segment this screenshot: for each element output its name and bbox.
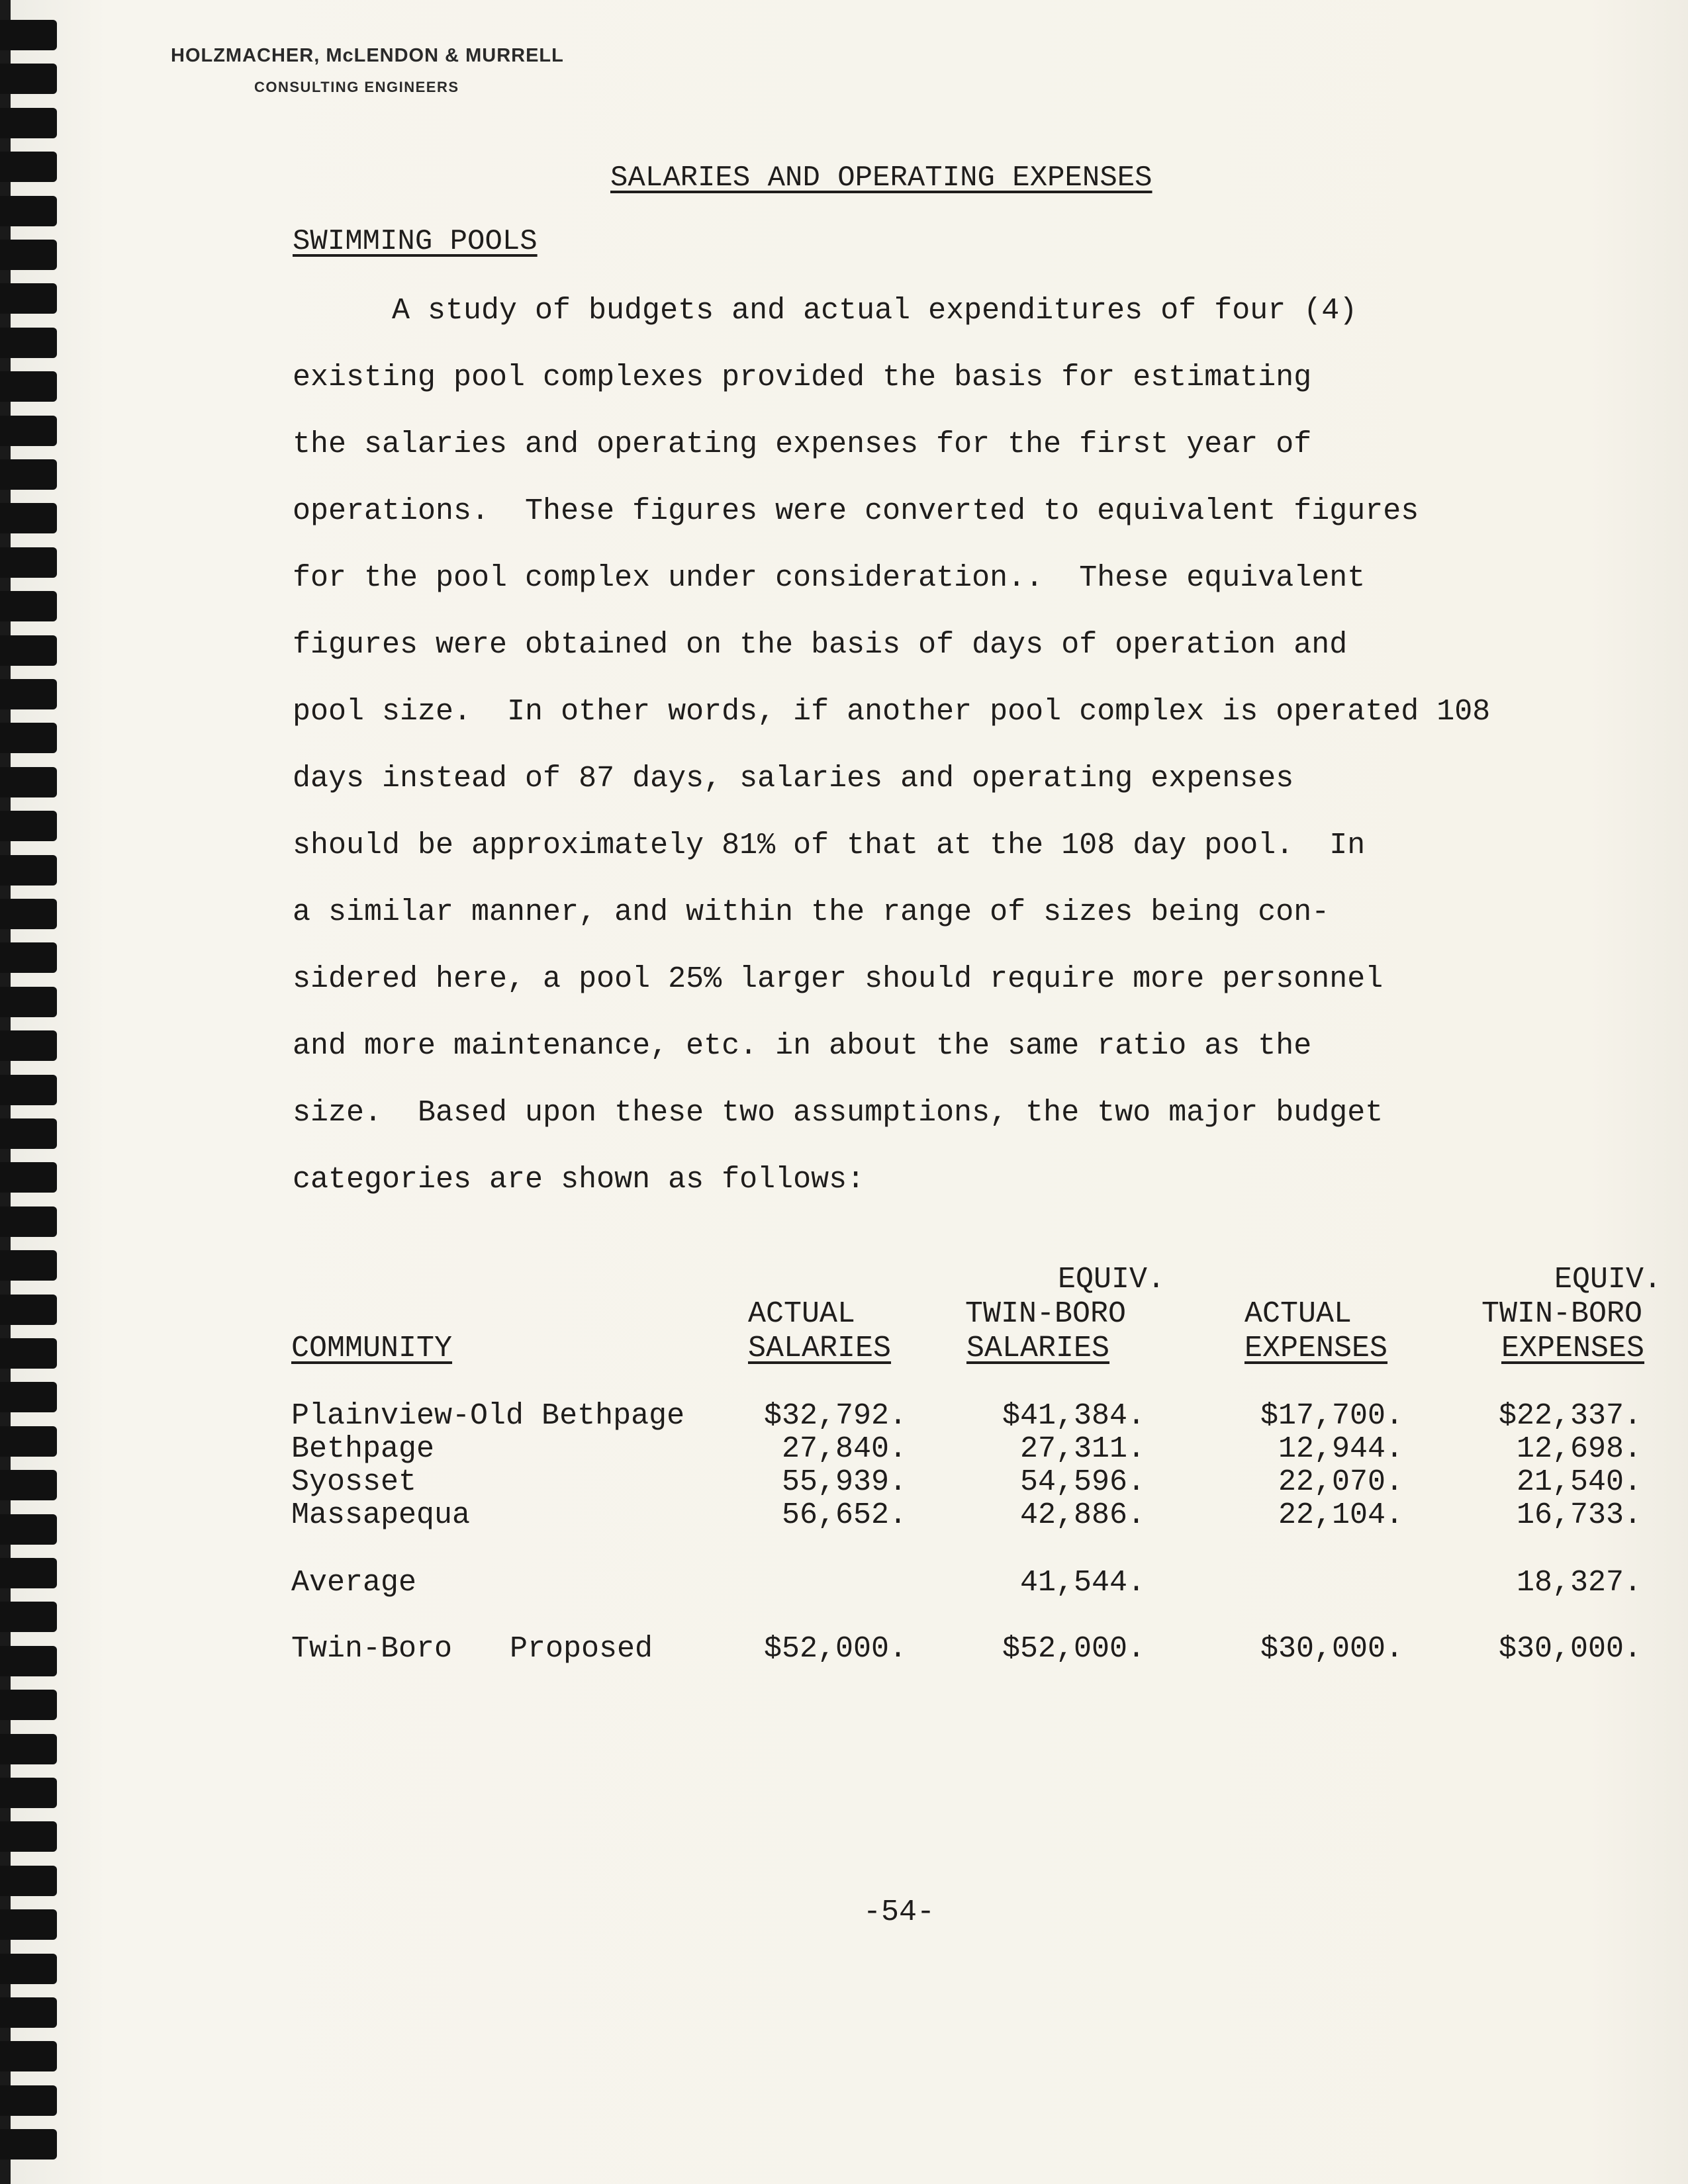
- binding-slot: [0, 328, 57, 358]
- binding-slot: [0, 1382, 57, 1412]
- binding-slot: [0, 1470, 57, 1500]
- binding-slot: [0, 987, 57, 1017]
- paragraph-line: days instead of 87 days, salaries and operating expenses: [293, 762, 1294, 796]
- binding-slot: [0, 1734, 57, 1764]
- table-cell-actual-salaries: 55,939.: [781, 1465, 907, 1499]
- binding-slot: [0, 1558, 57, 1588]
- proposed-label: Twin-Boro: [291, 1632, 453, 1666]
- table-cell-actual-salaries: 27,840.: [781, 1432, 907, 1466]
- spiral-binding: [0, 0, 61, 2184]
- header-actual-salaries-line1: ACTUAL: [748, 1297, 856, 1331]
- binding-slot: [0, 1997, 57, 2028]
- binding-slot: [0, 1778, 57, 1808]
- paragraph-line: sidered here, a pool 25% larger should require more personnel: [293, 962, 1383, 996]
- table-cell-equiv-salaries: 42,886.: [1019, 1498, 1145, 1532]
- binding-slot: [0, 2129, 57, 2160]
- header-community: COMMUNITY: [291, 1332, 453, 1365]
- table-cell-equiv-salaries: $41,384.: [1002, 1399, 1145, 1433]
- binding-slot: [0, 767, 57, 797]
- table-cell-equiv-salaries: 27,311.: [1019, 1432, 1145, 1466]
- binding-slot: [0, 855, 57, 886]
- header-equiv-expenses-line2: TWIN-BORO: [1481, 1297, 1643, 1331]
- paragraph-line: categories are shown as follows:: [293, 1163, 865, 1197]
- binding-slot: [0, 1821, 57, 1852]
- binding-slot: [0, 1118, 57, 1149]
- binding-slot: [0, 503, 57, 533]
- paragraph-line: figures were obtained on the basis of days of operation and: [293, 628, 1348, 662]
- binding-slot: [0, 108, 57, 138]
- header-equiv-salaries-line3: SALARIES: [966, 1332, 1110, 1365]
- table-cell-equiv-expenses: $22,337.: [1498, 1399, 1642, 1433]
- table-cell-equiv-expenses: 12,698.: [1516, 1432, 1642, 1466]
- binding-slot: [0, 679, 57, 709]
- paragraph-line: pool size. In other words, if another pool complex is operated 108: [293, 695, 1491, 729]
- binding-slot: [0, 1030, 57, 1061]
- proposed-equiv-expenses: $30,000.: [1498, 1632, 1642, 1666]
- header-actual-expenses-line1: ACTUAL: [1244, 1297, 1352, 1331]
- binding-slot: [0, 1162, 57, 1193]
- paragraph-line: a similar manner, and within the range of sizes being con-: [293, 895, 1330, 929]
- paragraph-line: size. Based upon these two assumptions, the two major budget: [293, 1096, 1383, 1130]
- table-cell-actual-salaries: $32,792.: [763, 1399, 907, 1433]
- table-cell-actual-expenses: 22,070.: [1278, 1465, 1403, 1499]
- binding-slot: [0, 152, 57, 182]
- paragraph-line: operations. These figures were converted to equivalent figures: [293, 494, 1419, 528]
- binding-slot: [0, 1602, 57, 1632]
- binding-slot: [0, 240, 57, 270]
- proposed-equiv-salaries: $52,000.: [1002, 1632, 1145, 1666]
- binding-slot: [0, 942, 57, 973]
- binding-slot: [0, 899, 57, 929]
- paragraph-line: existing pool complexes provided the basis for estimating: [293, 361, 1312, 394]
- paragraph-line: the salaries and operating expenses for the first year of: [293, 428, 1312, 461]
- binding-slot: [0, 723, 57, 753]
- page-number: -54-: [863, 1895, 935, 1929]
- binding-slot: [0, 1075, 57, 1105]
- table-cell-community: Bethpage: [291, 1432, 435, 1466]
- binding-slot: [0, 459, 57, 490]
- binding-slot: [0, 283, 57, 314]
- body-paragraph: [293, 291, 1630, 1227]
- paragraph-line: and more maintenance, etc. in about the same ratio as the: [293, 1029, 1312, 1063]
- table-cell-actual-salaries: 56,652.: [781, 1498, 907, 1532]
- proposed-actual-expenses: $30,000.: [1260, 1632, 1403, 1666]
- header-actual-salaries-line2: SALARIES: [748, 1332, 892, 1365]
- binding-slot: [0, 811, 57, 841]
- binding-slot: [0, 1338, 57, 1369]
- paragraph-line: should be approximately 81% of that at the 108 day pool. In: [293, 829, 1366, 862]
- header-equiv-expenses-line3: EXPENSES: [1501, 1332, 1645, 1365]
- table-cell-actual-expenses: 22,104.: [1278, 1498, 1403, 1532]
- binding-slot: [0, 1909, 57, 1940]
- binding-slot: [0, 1954, 57, 1984]
- header-equiv-expenses-line1: EQUIV.: [1554, 1263, 1662, 1297]
- binding-slot: [0, 1646, 57, 1676]
- section-heading: SWIMMING POOLS: [293, 225, 538, 258]
- page-title: SALARIES AND OPERATING EXPENSES: [610, 161, 1152, 195]
- binding-slot: [0, 1250, 57, 1281]
- average-label: Average: [291, 1566, 417, 1600]
- binding-slot: [0, 371, 57, 402]
- letterhead: [171, 45, 564, 96]
- binding-slot: [0, 591, 57, 621]
- table-cell-equiv-salaries: 54,596.: [1019, 1465, 1145, 1499]
- table-cell-community: Massapequa: [291, 1498, 471, 1532]
- binding-slot: [0, 1690, 57, 1720]
- table-cell-community: Plainview-Old Bethpage: [291, 1399, 685, 1433]
- binding-slot: [0, 1206, 57, 1237]
- binding-slot: [0, 64, 57, 94]
- binding-slot: [0, 20, 57, 50]
- proposed-label-2: Proposed: [510, 1632, 653, 1666]
- binding-slot: [0, 1514, 57, 1545]
- table-cell-equiv-expenses: 16,733.: [1516, 1498, 1642, 1532]
- table-cell-actual-expenses: $17,700.: [1260, 1399, 1403, 1433]
- binding-slot: [0, 2041, 57, 2071]
- table-cell-actual-expenses: 12,944.: [1278, 1432, 1403, 1466]
- binding-slot: [0, 416, 57, 446]
- paragraph-line: A study of budgets and actual expenditures of four (4): [392, 294, 1358, 328]
- proposed-actual-salaries: $52,000.: [763, 1632, 907, 1666]
- firm-name: HOLZMACHER, McLENDON & MURRELL: [171, 45, 564, 66]
- binding-slot: [0, 196, 57, 226]
- table-cell-community: Syosset: [291, 1465, 417, 1499]
- binding-slot: [0, 2085, 57, 2116]
- average-equiv-salaries: 41,544.: [1019, 1566, 1145, 1600]
- binding-slot: [0, 1866, 57, 1896]
- header-equiv-salaries-line1: EQUIV.: [1057, 1263, 1165, 1297]
- binding-slot: [0, 1426, 57, 1457]
- header-equiv-salaries-line2: TWIN-BORO: [965, 1297, 1127, 1331]
- paragraph-line: for the pool complex under consideration.. These equivalent: [293, 561, 1366, 595]
- binding-slot: [0, 547, 57, 578]
- table-cell-equiv-expenses: 21,540.: [1516, 1465, 1642, 1499]
- header-actual-expenses-line2: EXPENSES: [1244, 1332, 1388, 1365]
- firm-subtitle: CONSULTING ENGINEERS: [254, 79, 459, 95]
- average-equiv-expenses: 18,327.: [1516, 1566, 1642, 1600]
- binding-slot: [0, 635, 57, 666]
- binding-slot: [0, 1295, 57, 1325]
